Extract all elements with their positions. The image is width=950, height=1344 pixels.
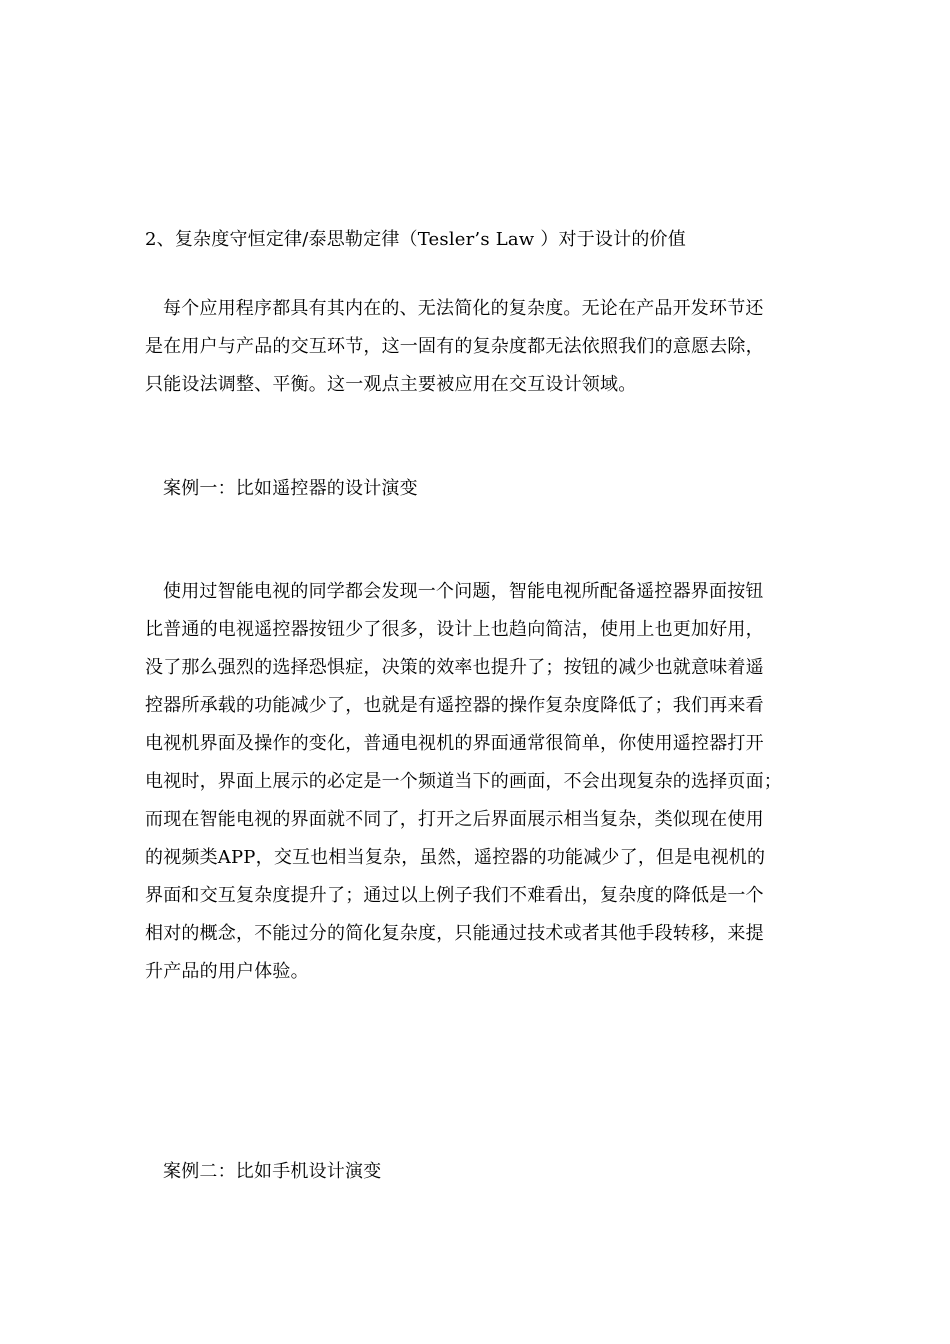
paragraph-line: 电视机界面及操作的变化，普通电视机的界面通常很简单，你使用遥控器打开 <box>145 733 764 754</box>
paragraph-line: 没了那么强烈的选择恐惧症，决策的效率也提升了；按钮的减少也就意味着遥 <box>145 657 764 678</box>
paragraph-line: 升产品的用户体验。 <box>145 961 309 982</box>
paragraph-line: 相对的概念，不能过分的简化复杂度，只能通过技术或者其他手段转移，来提 <box>145 923 764 944</box>
paragraph-line: 而现在智能电视的界面就不同了，打开之后界面展示相当复杂，类似现在使用 <box>145 809 764 830</box>
paragraph-line: 界面和交互复杂度提升了；通过以上例子我们不难看出，复杂度的降低是一个 <box>145 885 764 906</box>
paragraph-line: 是在用户与产品的交互环节，这一固有的复杂度都无法依照我们的意愿去除， <box>145 336 764 357</box>
case-one-heading: 案例一：比如遥控器的设计演变 <box>163 478 418 499</box>
case-two-heading: 案例二：比如手机设计演变 <box>163 1161 382 1182</box>
paragraph-line: 电视时，界面上展示的必定是一个频道当下的画面，不会出现复杂的选择页面； <box>145 771 782 792</box>
paragraph-line: 只能设法调整、平衡。这一观点主要被应用在交互设计领域。 <box>145 374 637 395</box>
paragraph-line: 比普通的电视遥控器按钮少了很多，设计上也趋向简洁，使用上也更加好用， <box>145 619 764 640</box>
paragraph-line: 控器所承载的功能减少了，也就是有遥控器的操作复杂度降低了；我们再来看 <box>145 695 764 716</box>
paragraph-line: 每个应用程序都具有其内在的、无法简化的复杂度。无论在产品开发环节还 <box>163 298 764 319</box>
paragraph-line: 的视频类APP，交互也相当复杂，虽然，遥控器的功能减少了，但是电视机的 <box>145 847 766 868</box>
paragraph-line: 使用过智能电视的同学都会发现一个问题，智能电视所配备遥控器界面按钮 <box>163 581 764 602</box>
section-heading: 2、复杂度守恒定律/泰思勒定律（Tesler’s Law ）对于设计的价值 <box>145 229 686 250</box>
